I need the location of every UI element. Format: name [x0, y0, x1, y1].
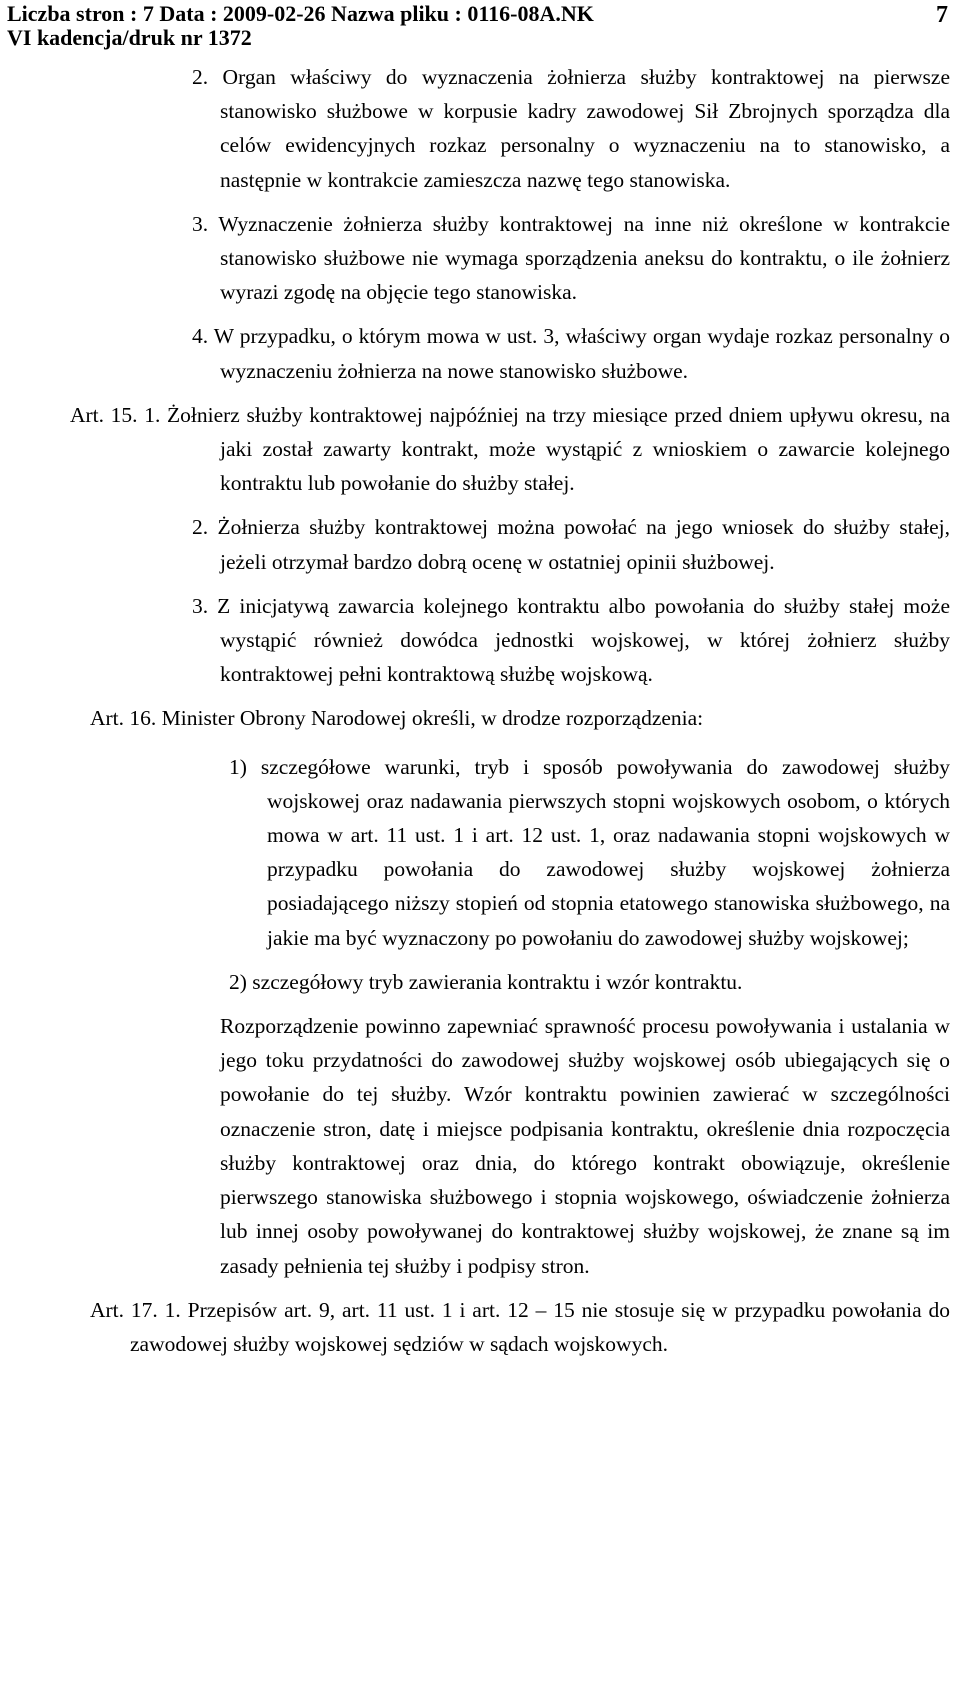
page-number: 7 [936, 2, 948, 28]
art15-ust1: Art. 15. 1. Żołnierz służby kontraktowej najpóźniej na trzy miesiące przed dniem upływu okresu, na jaki został zawarty kontrakt, może wystąpić z wnioskiem o zawarcie kolejnego kontraktu lub powołanie do służby stałej. [70, 402, 950, 496]
document-header [7, 2, 947, 50]
art15-ust2: 2. Żołnierza służby kontraktowej można powołać na jego wniosek do służby stałej, jeżeli otrzymał bardzo dobrą ocenę w ostatniej opinii służbowej. [192, 515, 950, 574]
header-print-number: VI kadencja/druk nr 1372 [7, 25, 252, 50]
art15-ust3: 3. Z inicjatywą zawarcia kolejnego kontraktu albo powołania do służby stałej może wystąpić również dowódca jednostki wojskowej, w której żołnierz służby kontraktowej pełni kontraktową służbę wojskową. [192, 593, 950, 687]
art16-closing-text: Rozporządzenie powinno zapewniać sprawność procesu powoływania i ustalania w jego toku przydatności do zawodowej służby wojskowej osób ubiegających się o powołanie do tej służby. Wzór kontraktu powinien zawierać w szczególności oznaczenie stron, datę i miejsce podpisania kontraktu, określenie dnia rozpoczęcia służby kontraktowej oraz dnia, do którego kontrakt obowiązuje, określenie pierwszego stanowiska służbowego i stopnia wojskowego, oświadczenie żołnierza lub innej osoby powoływanej do kontraktowej służby wojskowej, że znane są im zasady pełnienia tej służby i podpisy stron. [220, 1014, 950, 1278]
art16-point2: 2) szczegółowy tryb zawierania kontraktu i wzór kontraktu. [229, 969, 743, 994]
art17-ust1: Art. 17. 1. Przepisów art. 9, art. 11 ust. 1 i art. 12 – 15 nie stosuje się w przypadku powołania do zawodowej służby wojskowej sędziów w sądach wojskowych. [90, 1297, 950, 1356]
art14-ust2: 2. Organ właściwy do wyznaczenia żołnierza służby kontraktowej na pierwsze stanowisko służbowe w korpusie kadry zawodowej Sił Zbrojnych sporządza dla celów ewidencyjnych rozkaz personalny o wyznaczeniu na to stanowisko, a następnie w kontrakcie zamieszcza nazwę tego stanowiska. [192, 65, 950, 192]
art14-ust3: 3. Wyznaczenie żołnierza służby kontraktowej na inne niż określone w kontrakcie stanowisko służbowe nie wymaga sporządzenia aneksu do kontraktu, o ile żołnierz wyrazi zgodę na objęcie tego stanowiska. [192, 211, 950, 305]
art16-point1: 1) szczegółowe warunki, tryb i sposób powoływania do zawodowej służby wojskowej oraz nadawania pierwszych stopni wojskowych osobom, o których mowa w art. 11 ust. 1 i art. 12 ust. 1, oraz nadawania stopni wojskowych w przypadku powołania do zawodowej służby wojskowej żołnierza posiadającego niższy stopień od stopnia etatowego stanowiska służbowego, na jakie ma być wyznaczony po powołaniu do zawodowej służby wojskowej; [229, 754, 950, 950]
art16-intro: Art. 16. Minister Obrony Narodowej określi, w drodze rozporządzenia: [90, 706, 704, 731]
document-body [0, 60, 960, 1361]
header-metadata-line: Liczba stron : 7 Data : 2009-02-26 Nazwa pliku : 0116-08A.NK [7, 1, 594, 26]
art14-ust4: 4. W przypadku, o którym mowa w ust. 3, właściwy organ wydaje rozkaz personalny o wyznaczeniu żołnierza na nowe stanowisko służbowe. [192, 324, 950, 383]
